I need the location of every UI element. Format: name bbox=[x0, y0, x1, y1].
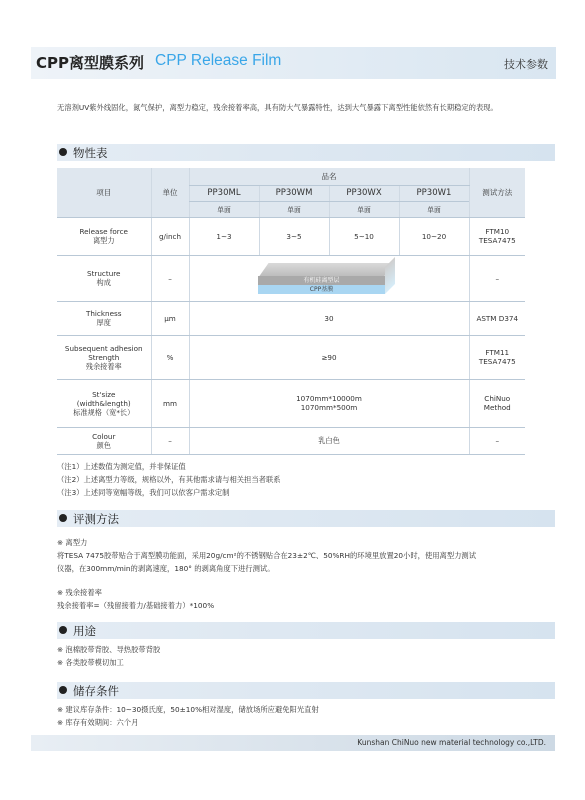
list-item: ※ 库存有效期间：六个月 bbox=[57, 718, 139, 727]
notes bbox=[57, 460, 281, 499]
row-label-cn: 标准规格（宽*长） bbox=[73, 407, 135, 417]
method-line: Method bbox=[483, 403, 511, 412]
row-label-cn: 构成 bbox=[96, 278, 111, 287]
row-unit: – bbox=[151, 427, 189, 454]
section-title: 物性表 bbox=[73, 146, 108, 160]
note-line: （注1）上述数值为测定值，并非保证值 bbox=[57, 462, 186, 471]
face-2: 单面 bbox=[259, 201, 329, 217]
table-row bbox=[57, 379, 525, 427]
bullet-dot-icon bbox=[59, 514, 67, 522]
header-unit: 单位 bbox=[151, 168, 189, 217]
table-row bbox=[57, 427, 525, 454]
title-en: CPP Release Film bbox=[155, 52, 282, 69]
method-line: ChiNuo bbox=[484, 394, 511, 403]
row-unit: g/inch bbox=[151, 217, 189, 255]
row-unit: μm bbox=[151, 301, 189, 335]
bullet-dot-icon bbox=[59, 148, 67, 156]
table-row bbox=[57, 301, 525, 335]
method-line: TESA7475 bbox=[478, 236, 516, 245]
method-cell: – bbox=[469, 427, 525, 454]
value-cell: 5~10 bbox=[329, 217, 399, 255]
list-item: ※ 建议库存条件：10~30摄氏度，50±10%相对湿度，储放场所应避免阳光直射 bbox=[57, 705, 319, 714]
section-test-methods bbox=[57, 510, 555, 527]
test-methods-text bbox=[57, 536, 547, 612]
section-storage bbox=[57, 682, 555, 699]
grade-2: PP30WM bbox=[259, 185, 329, 201]
tech-params-label: 技术参数 bbox=[504, 58, 548, 71]
structure-diagram bbox=[254, 261, 404, 295]
header-method: 测试方法 bbox=[469, 168, 525, 217]
row-label-en: (width&length) bbox=[76, 398, 131, 408]
company-name: Kunshan ChiNuo new material technology co.,LTD. bbox=[357, 738, 546, 747]
silicone-layer-label: 有机硅离型层 bbox=[303, 277, 340, 284]
face-3: 单面 bbox=[329, 201, 399, 217]
uses-list bbox=[57, 643, 547, 669]
value-cell: 乳白色 bbox=[189, 427, 469, 454]
method-line: TESA7475 bbox=[478, 357, 516, 366]
table-row bbox=[57, 335, 525, 379]
section-title: 用途 bbox=[73, 624, 96, 638]
note-line: （注2）上述离型力等级，规格以外，有其他需求请与相关担当者联系 bbox=[57, 475, 281, 484]
method-line: FTM10 bbox=[485, 227, 510, 236]
title-cn: CPP离型膜系列 bbox=[36, 54, 144, 72]
bullet-dot-icon bbox=[59, 626, 67, 634]
bullet-dot-icon bbox=[59, 686, 67, 694]
row-label-cn: 残余接着率 bbox=[85, 361, 122, 371]
storage-list bbox=[57, 703, 547, 729]
release-text: 仪器，在300mm/min的剥离速度，180° 的剥离角度下进行测试。 bbox=[57, 564, 275, 573]
row-label-en: Release force bbox=[79, 227, 128, 236]
section-title: 评测方法 bbox=[73, 512, 119, 526]
row-unit: % bbox=[151, 335, 189, 379]
face-4: 单面 bbox=[399, 201, 469, 217]
row-label-en: Colour bbox=[92, 431, 116, 441]
release-text: 将TESA 7475胶带贴合于离型膜功能面，采用20g/cm²的不锈钢贴合在23±2℃、50%RH的环境里放置20小时，使用离型力测试 bbox=[57, 551, 477, 560]
row-label-en: Strength bbox=[88, 352, 120, 362]
value-cell: 1~3 bbox=[189, 217, 259, 255]
value-cell: 30 bbox=[189, 301, 469, 335]
adhesion-text: 残余接着率=（残留接着力/基础接着力）*100% bbox=[57, 601, 215, 610]
release-title: ※ 离型力 bbox=[57, 538, 88, 547]
header-product: 品名 bbox=[189, 168, 469, 185]
adhesion-title: ※ 残余接着率 bbox=[57, 588, 102, 597]
row-label-cn: 厚度 bbox=[96, 318, 111, 327]
value-cell: ≥90 bbox=[189, 335, 469, 379]
footer-bar bbox=[31, 735, 555, 751]
size-value: 1070mm*500m bbox=[300, 403, 358, 412]
header-bar bbox=[31, 47, 556, 79]
row-label-en: St'size bbox=[92, 389, 116, 399]
silicone-layer bbox=[258, 276, 385, 285]
row-label-en: Subsequent adhesion bbox=[64, 343, 143, 353]
cpp-base-layer bbox=[258, 285, 385, 294]
section-properties bbox=[57, 144, 555, 161]
value-cell: 10~20 bbox=[399, 217, 469, 255]
table-row bbox=[57, 217, 525, 255]
section-title: 储存条件 bbox=[73, 684, 119, 698]
cpp-base-label: CPP基膜 bbox=[309, 286, 334, 293]
section-uses bbox=[57, 622, 555, 639]
intro-text: 无溶剂UV紫外线固化，氮气保护，离型力稳定，残余接着率高，具有防大气暴露特性，达到大气暴露下离型性能依然有长期稳定的表现。 bbox=[57, 103, 498, 112]
note-line: （注3）上述同等宽幅等级，我们可以依客户需求定制 bbox=[57, 488, 230, 497]
method-cell: ASTM D374 bbox=[469, 301, 525, 335]
row-label-en: Thickness bbox=[85, 309, 122, 318]
grade-3: PP30WX bbox=[329, 185, 399, 201]
size-value: 1070mm*10000m bbox=[296, 394, 362, 403]
value-cell: 3~5 bbox=[259, 217, 329, 255]
layer-top-face bbox=[259, 263, 393, 276]
row-unit: mm bbox=[151, 379, 189, 427]
row-label-cn: 离型力 bbox=[92, 236, 115, 245]
face-1: 单面 bbox=[189, 201, 259, 217]
row-label-en: Structure bbox=[87, 269, 121, 278]
list-item: ※ 泡棉胶带背胶、导热胶带背胶 bbox=[57, 645, 161, 654]
row-unit: – bbox=[151, 255, 189, 301]
method-line: FTM11 bbox=[485, 348, 510, 357]
grade-1: PP30ML bbox=[189, 185, 259, 201]
grade-4: PP30W1 bbox=[399, 185, 469, 201]
method-cell: – bbox=[469, 255, 525, 301]
properties-table bbox=[57, 168, 525, 455]
table-row bbox=[57, 255, 525, 301]
header-item: 项目 bbox=[57, 168, 151, 217]
row-label-cn: 颜色 bbox=[96, 440, 111, 450]
list-item: ※ 各类胶带模切加工 bbox=[57, 658, 124, 667]
